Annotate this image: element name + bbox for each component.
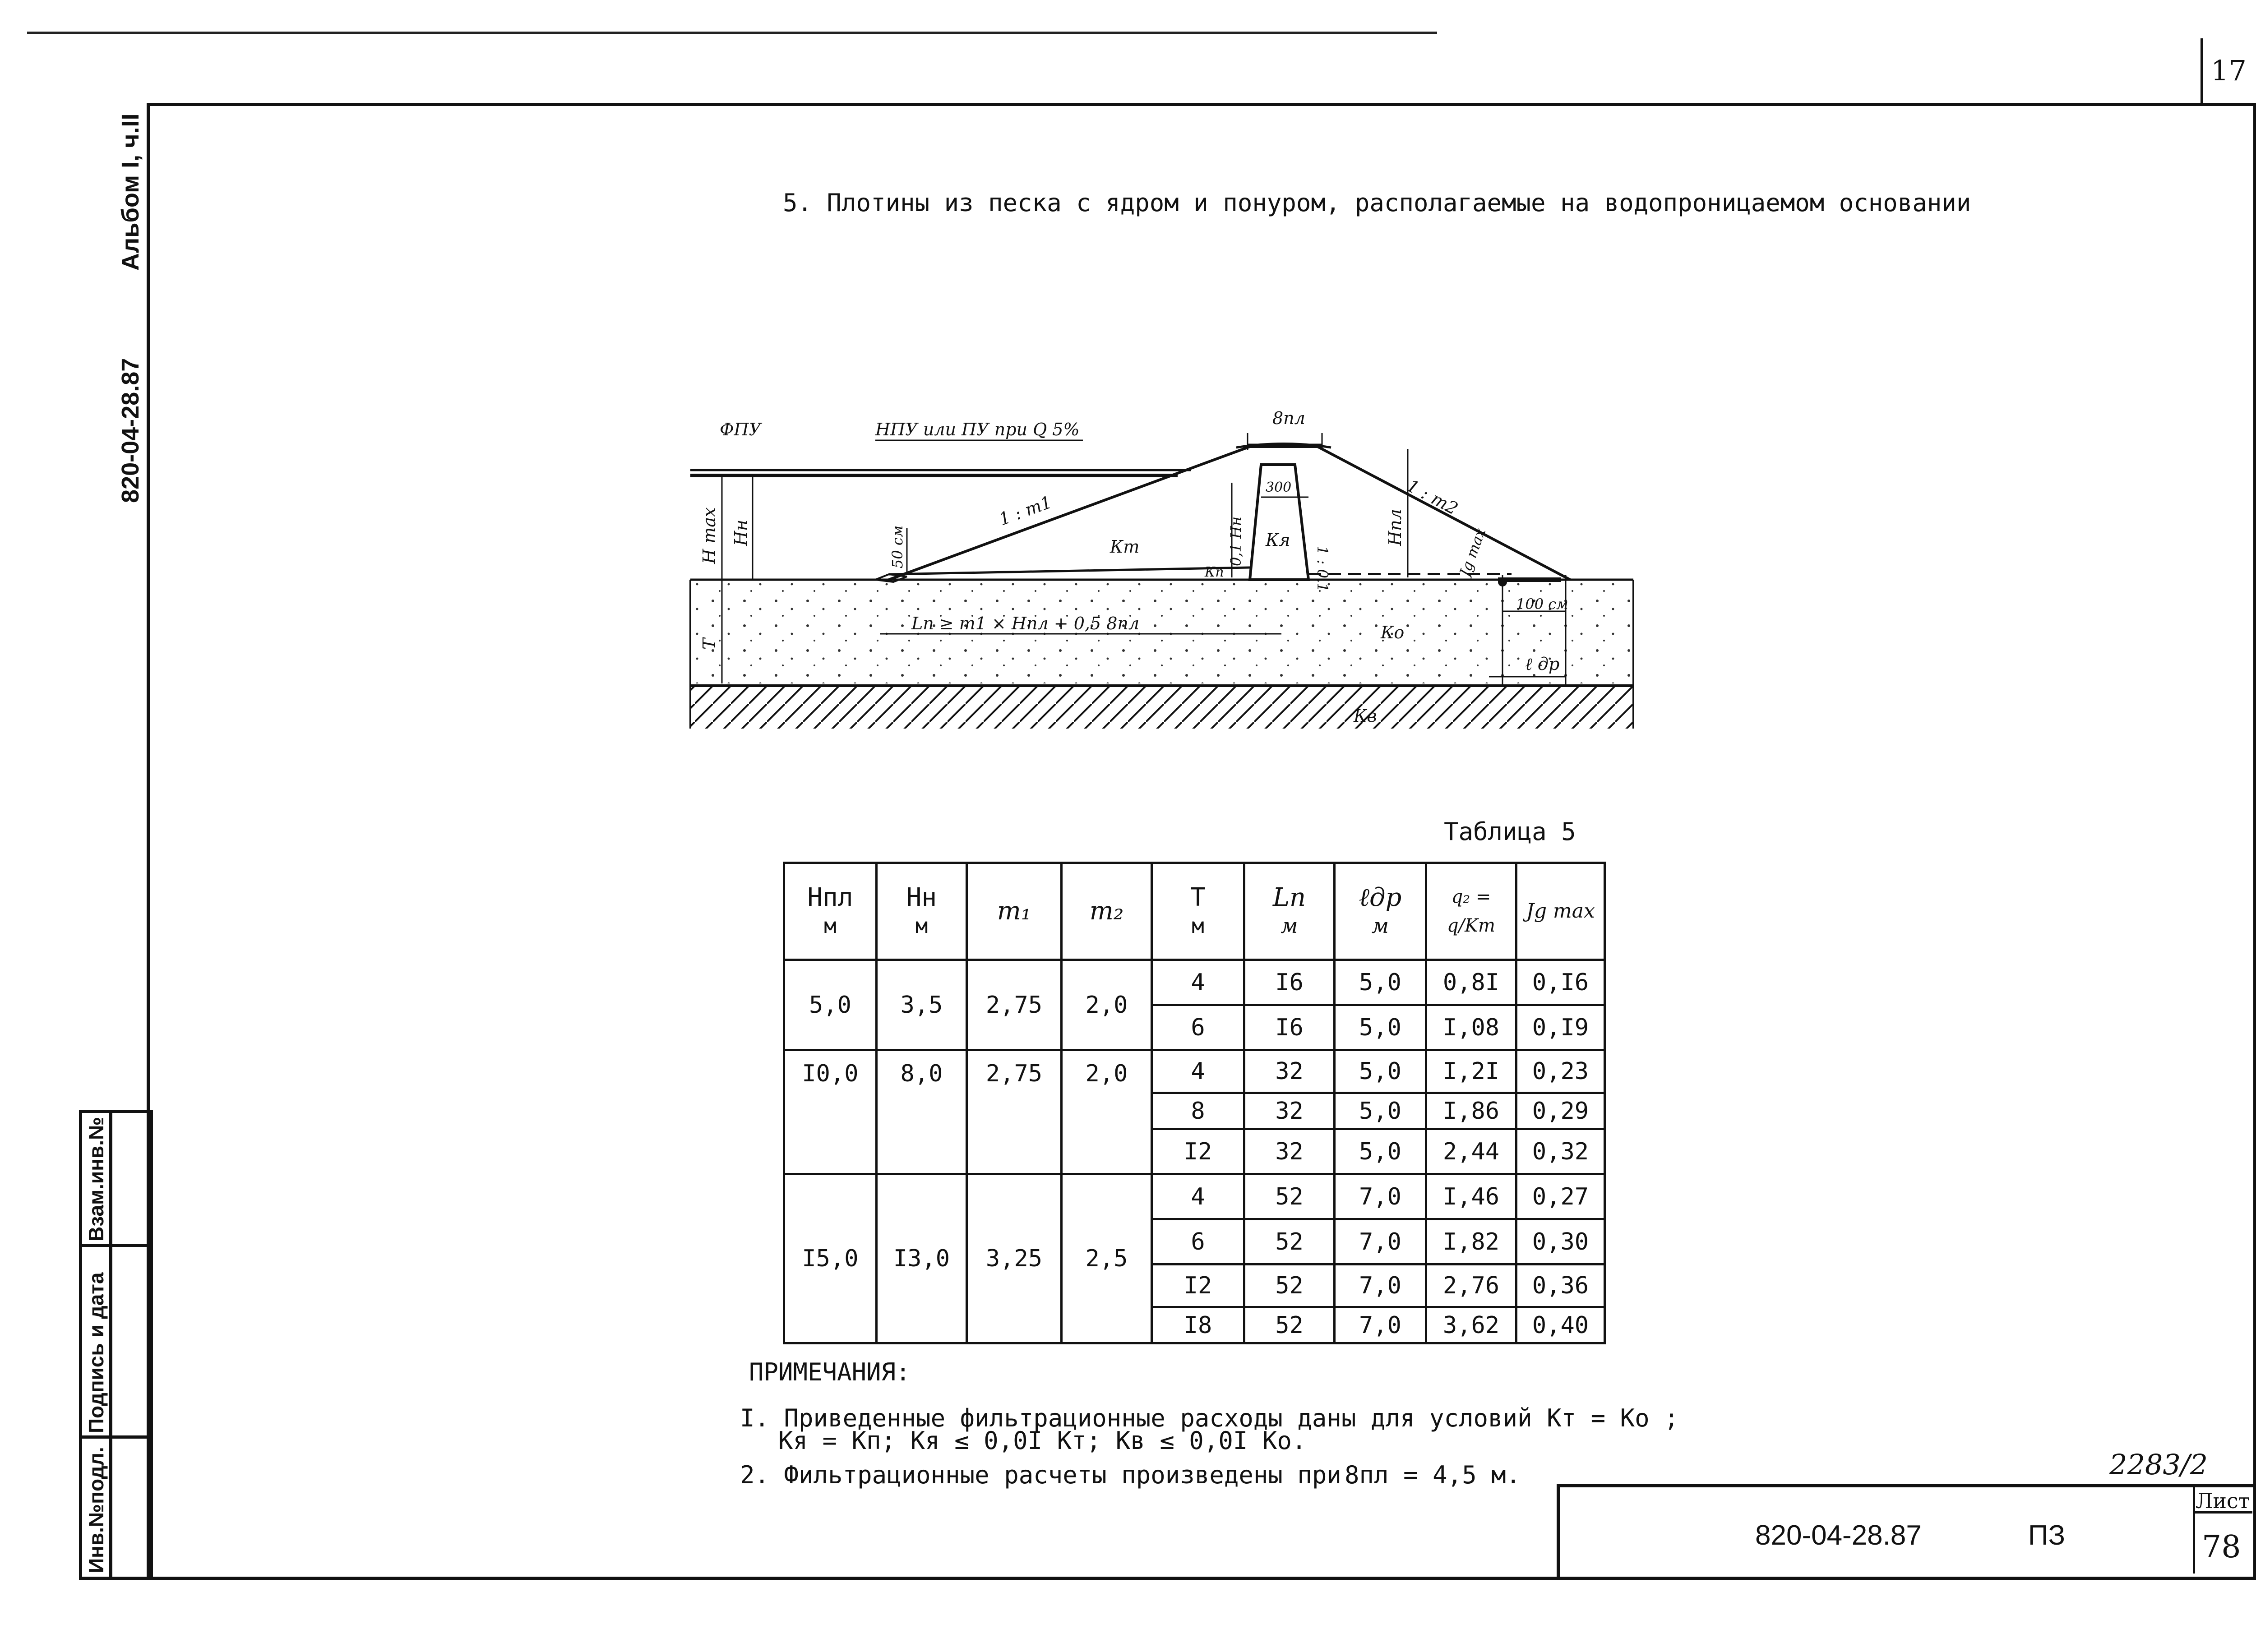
cell-q: 3,62	[1426, 1307, 1516, 1343]
cell-l-p: 52	[1244, 1219, 1335, 1264]
cell-l-p: 52	[1244, 1174, 1335, 1219]
document-code: 820-04-28.87	[1755, 1520, 1922, 1551]
parameters-table	[783, 862, 1606, 1344]
label-h-pl: Нпл	[1385, 509, 1405, 546]
label-t: Т	[699, 638, 719, 650]
col-j-max: Jg max	[1516, 863, 1605, 960]
signature-date-label: Подпись и дата	[84, 1272, 108, 1433]
cell-t: I2	[1152, 1264, 1244, 1307]
cell-t: 4	[1152, 960, 1244, 1005]
cell-l-dr: 5,0	[1335, 960, 1426, 1005]
cell-l-dr: 5,0	[1335, 1129, 1426, 1174]
document-section: ПЗ	[2028, 1520, 2066, 1551]
label-b-pl: 8пл	[1272, 408, 1305, 428]
cell-m2: 2,0	[1062, 960, 1152, 1050]
drawing-frame	[147, 103, 2256, 1580]
label-k-o: Ко	[1381, 623, 1405, 642]
label-core-slope: 1 : 0,1	[1314, 546, 1331, 592]
sheet-number: 17	[2211, 54, 2247, 87]
col-h-pl: Hпл м	[784, 863, 877, 960]
label-m1: 1 : m1	[996, 492, 1055, 530]
list-label: Лист	[2196, 1489, 2250, 1513]
cell-t: 8	[1152, 1093, 1244, 1129]
notes-title: ПРИМЕЧАНИЯ:	[749, 1358, 911, 1386]
cell-m1: 2,75	[967, 1050, 1062, 1174]
cell-l-p: 32	[1244, 1093, 1335, 1129]
cell-t: 4	[1152, 1174, 1244, 1219]
section-title: 5. Плотины из песка с ядром и понуром, располагаемые на водопроницаемом основании	[783, 189, 1971, 217]
bedrock-hatch	[690, 686, 1633, 729]
table-row	[784, 1050, 1605, 1093]
table-row	[784, 960, 1605, 1005]
foundation-layer	[690, 580, 1633, 683]
cell-q: I,2I	[1426, 1050, 1516, 1093]
list-number: 78	[2202, 1529, 2241, 1565]
cell-t: I8	[1152, 1307, 1244, 1343]
table-caption: Таблица 5	[1444, 817, 1576, 846]
cell-l-p: 32	[1244, 1129, 1335, 1174]
col-h-n: Hн м	[877, 863, 967, 960]
cell-h-pl: I0,0	[784, 1050, 877, 1174]
cell-l-dr: 5,0	[1335, 1050, 1426, 1093]
label-k-v: Кв	[1354, 706, 1377, 726]
label-fpu: ФПУ	[720, 420, 762, 439]
cell-q: I,86	[1426, 1093, 1516, 1129]
cell-m2: 2,5	[1062, 1174, 1152, 1343]
cell-l-dr: 5,0	[1335, 1005, 1426, 1050]
cell-j: 0,I6	[1516, 960, 1605, 1005]
cell-l-dr: 7,0	[1335, 1307, 1426, 1343]
cell-h-pl: I5,0	[784, 1174, 877, 1343]
table-header-row	[784, 863, 1605, 960]
label-h-max: Н max	[699, 507, 719, 564]
note-1-line-1: I. Приведенные фильтрационные расходы даны для условий Кт = Ко ;	[740, 1404, 1679, 1432]
cell-h-n: 3,5	[877, 960, 967, 1050]
label-k-t: Кт	[1110, 537, 1140, 557]
cell-l-dr: 5,0	[1335, 1093, 1426, 1129]
cell-h-n: 8,0	[877, 1050, 967, 1174]
cell-l-dr: 7,0	[1335, 1174, 1426, 1219]
cell-t: 6	[1152, 1219, 1244, 1264]
cell-j: 0,30	[1516, 1219, 1605, 1264]
cell-h-pl: 5,0	[784, 960, 877, 1050]
col-m1: m₁	[967, 863, 1062, 960]
label-k-p: Кп	[1205, 564, 1224, 580]
cell-q: 0,8I	[1426, 960, 1516, 1005]
top-rule	[27, 32, 1437, 34]
cell-l-p: I6	[1244, 1005, 1335, 1050]
replace-inv-label: Взам.инв.№	[84, 1117, 108, 1241]
label-l-formula: Lп ≥ m1 × Hпл + 0,5 8пл	[911, 614, 1140, 633]
cell-j: 0,32	[1516, 1129, 1605, 1174]
label-100cm: 100 см	[1516, 595, 1568, 613]
cell-l-p: 32	[1244, 1050, 1335, 1093]
dam-cross-section-diagram	[677, 397, 1651, 740]
cell-q: I,08	[1426, 1005, 1516, 1050]
label-50cm: 50 см	[889, 525, 906, 568]
cell-q: 2,76	[1426, 1264, 1516, 1307]
col-q: q₂ = q/Kт	[1426, 863, 1516, 960]
cell-j: 0,36	[1516, 1264, 1605, 1307]
cell-t: I2	[1152, 1129, 1244, 1174]
cell-q: I,82	[1426, 1219, 1516, 1264]
cell-l-dr: 7,0	[1335, 1219, 1426, 1264]
cell-m1: 3,25	[967, 1174, 1062, 1343]
label-l-dr: ℓ др	[1525, 654, 1560, 674]
side-code-label: 820-04-28.87	[117, 358, 144, 503]
cell-l-p: 52	[1244, 1264, 1335, 1307]
label-core-height: 0,1 Нн	[1227, 516, 1244, 566]
table-row	[784, 1174, 1605, 1219]
label-npu: НПУ или ПУ при Q 5%	[875, 420, 1080, 439]
cell-l-p: I6	[1244, 960, 1335, 1005]
label-h-n: Нн	[731, 519, 751, 546]
note-1-line-2: Кя = Кп; Кя ≤ 0,0I Кт; Кв ≤ 0,0I Ко.	[778, 1426, 1307, 1455]
note-2-value: 8пл = 4,5 м.	[1345, 1461, 1521, 1489]
cell-j: 0,I9	[1516, 1005, 1605, 1050]
cell-q: 2,44	[1426, 1129, 1516, 1174]
cell-t: 4	[1152, 1050, 1244, 1093]
cell-m2: 2,0	[1062, 1050, 1152, 1174]
cell-q: I,46	[1426, 1174, 1516, 1219]
label-m2: 1 : m2	[1403, 475, 1461, 519]
cell-t: 6	[1152, 1005, 1244, 1050]
cell-j: 0,23	[1516, 1050, 1605, 1093]
cell-l-p: 52	[1244, 1307, 1335, 1343]
label-core-top: 300	[1266, 480, 1292, 495]
label-j-max: Jg max	[1456, 526, 1489, 579]
cell-j: 0,29	[1516, 1093, 1605, 1129]
cell-l-dr: 7,0	[1335, 1264, 1426, 1307]
cell-h-n: I3,0	[877, 1174, 967, 1343]
side-stamp	[79, 1110, 153, 1580]
cell-m1: 2,75	[967, 960, 1062, 1050]
note-2-text: 2. Фильтрационные расчеты произведены при	[740, 1461, 1341, 1489]
cell-j: 0,27	[1516, 1174, 1605, 1219]
col-l-dr: ℓдр м	[1335, 863, 1426, 960]
col-l-p: Lп м	[1244, 863, 1335, 960]
label-k-ya: Кя	[1266, 530, 1290, 550]
side-album-label: Альбом I, ч.II	[117, 113, 144, 271]
col-m2: m₂	[1062, 863, 1152, 960]
cell-j: 0,40	[1516, 1307, 1605, 1343]
inv-number-label: Инв.№подл.	[84, 1447, 108, 1573]
handwritten-number: 2283/2	[2109, 1448, 2208, 1481]
col-t: T м	[1152, 863, 1244, 960]
